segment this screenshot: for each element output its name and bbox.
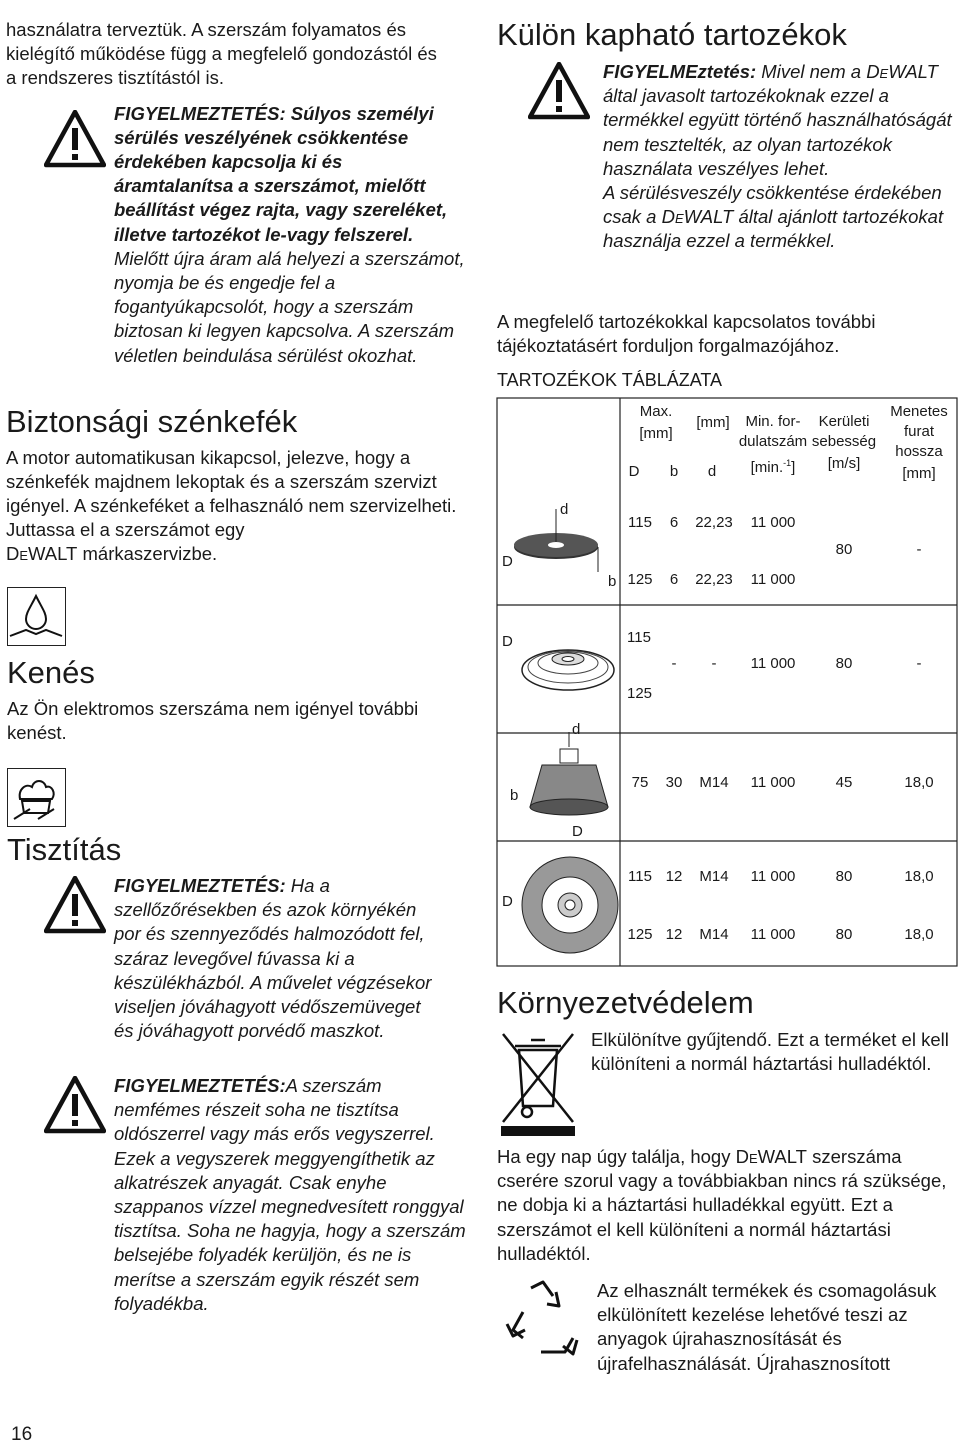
flap-disc-figure [522,650,614,690]
table-cell: 80 [835,868,853,885]
table-cell: M14 [699,926,729,943]
header-d: d [707,463,717,480]
warning-body-4b: által javasolt tartozékoknak ezzel a termékkel együtt történő használhatóságát nem tesztelték, az olyan tartozékok használata veszélyes lehet. [603,85,952,179]
header-minrpm-3: [min. [750,459,784,476]
fig-label: D [502,633,513,650]
accessories-title: Külön kapható tartozékok [497,17,847,52]
header-thread-2: furat [903,423,934,440]
fig-label: d [572,721,581,738]
header-minrpm-4: ] [791,459,796,476]
environment-text-2a: Ha egy nap úgy találja, hogy [497,1146,736,1167]
warning-label-1: FIGYELMEZTETÉS: Súlyos személyi sérülés veszélyének csökkentése érdekében kapcsolja ki és áramtalanítsa a szerszámot, mielőtt beállítást végez rajta, vagy szereléket, illetve tartozékot le-vagy felszerel. [114,102,448,245]
warning-text-2 [114,874,434,1043]
left-column [6,18,468,567]
warning-label-4: FIGYELMEztetés: [603,61,757,82]
fig-label: d [560,501,569,518]
table-cell: 22,23 [695,571,733,588]
table-cell: - [916,541,922,558]
table-cell: - [671,655,677,672]
table-cell: 45 [835,774,853,791]
table-cell: - [916,655,922,672]
table-cell: 75 [631,774,649,791]
header-minrpm-unit [736,454,810,477]
table-cell: 30 [665,774,683,791]
table-cell: 80 [835,541,853,558]
cup-brush-figure [530,732,608,815]
warning-triangle-icon [44,1076,106,1134]
warning-label-2: FIGYELMEZTETÉS: [114,875,286,896]
warning-text-3 [114,1074,469,1316]
warning-text-1 [114,102,466,368]
brake-brand: DeWALT [6,543,78,565]
table-cell: 125 [627,685,653,702]
warning-block-1 [6,102,468,402]
header-speed-3: [m/s] [827,455,861,472]
lubrication-title: Kenés [7,655,95,690]
header-thread-3: hossza [895,443,943,460]
table-cell: 12 [665,926,683,943]
warning-body-4c: A sérülésveszély csökkentése érdekében csak a [603,182,942,228]
table-cell: 125 [627,571,653,588]
cleaning-icon [7,768,66,827]
fig-label: D [502,553,513,570]
table-cell: 11 000 [750,926,796,943]
table-title: TARTOZÉKOK TÁBLÁZATA [497,370,723,390]
warning-body-4d: által ajánlott tartozékokat használja ezzel a termékkel. [603,206,944,252]
lubrication-icon [7,587,66,646]
environment-title: Környezetvédelem [497,985,754,1020]
table-cell: 80 [835,926,853,943]
table-cell: 18,0 [904,868,934,885]
lubrication-text: Az Ön elektromos szerszáma nem igényel további kenést. [7,698,419,744]
warning-label-3: FIGYELMEZTETÉS: [114,1075,286,1096]
cleaning-title: Tisztítás [7,832,122,867]
header-minrpm-1: Min. for- [745,413,801,430]
recycling-icon [501,1278,585,1360]
table-cell: 115 [628,868,652,885]
table-cell: 6 [669,571,679,588]
table-cell: 11 000 [750,571,796,588]
brand-name: DeWALT [661,206,734,228]
accessories-table [496,397,958,967]
environment-text-2 [497,1145,952,1266]
environment-text-3: Az elhasznált termékek és csomagolásuk elkülönített kezelése lehetővé teszi az anyagok újrahasznosítását és újrafelhasználását. Újrahasznosított [597,1280,937,1374]
header-minrpm-sup: -1 [783,458,792,468]
table-cell: 115 [628,514,652,531]
wire-wheel-figure [522,857,618,953]
header-thread-4: [mm] [902,465,936,482]
header-D: D [628,463,640,480]
warning-body-2: Ha a szellőzőrésekben és azok környékén por és szennyeződés halmozódott fel, száraz levegővel fúvassa ki a készülékházból. A művelet végzésekor viseljen jóváhagyott védőszemüveget és jóváhagyott porvédő maszkot. [114,875,432,1042]
header-b: b [669,463,679,480]
table-cell: 22,23 [695,514,733,531]
fig-label: b [608,573,617,590]
table-cell: 125 [627,926,653,943]
table-cell: 11 000 [750,514,796,531]
table-cell: 80 [835,655,853,672]
brand-name: DeWALT [735,1146,807,1167]
brake-text: A motor automatikusan kikapcsol, jelezve, hogy a szénkefék majdnem lekoptak és a szerszám szervizt igényel. A szénkeféket a felhasználó nem szervizelheti. Juttassa el a szerszámot egy [6,446,457,541]
table-cell: M14 [699,774,729,791]
table-cell: 12 [665,868,683,885]
table-cell: 115 [627,629,651,646]
brake-paragraph [6,446,461,567]
fig-label: b [510,787,519,804]
warning-body-1: Mielőtt újra áram alá helyezi a szerszámot, nyomja be és engedje fel a fogantyúkapcsolót, hogy a szerszám biztosan ki legyen kapcsolva. A szerszám véletlen beindulása sérülést okozhat. [114,247,465,366]
table-cell: 11 000 [750,774,796,791]
header-mm-2: [mm] [696,414,730,431]
warning-triangle-icon [528,62,590,120]
header-speed-2: sebesség [811,433,877,450]
warning-body-3: A szerszám nemfémes részeit soha ne tisztítsa oldószerrel vagy más erős vegyszerrel. Ezek a vegyszerek meggyengíthetik az alkatrészek anyagát. Csak enyhe szappanos vízzel megnedvesített ronggyal tisztítsa. Soha ne hagyja, hogy a szerszám belsejébe folyadék kerüljön, és ne is merítse a szerszám egyik részét sem folyadékba. [114,1075,466,1314]
header-thread-1: Menetes [890,403,948,420]
environment-text-2b: szerszáma cserére szorul vagy a továbbiakban nincs rá szüksége, ne dobja ki a háztartási hulladékkal együtt. Ezt a szerszámot el kell különíteni a normál háztartási hulladéktól. [497,1146,947,1264]
wheelie-bin-crossed-icon [497,1026,579,1138]
table-cell: 6 [669,514,679,531]
table-cell: 11 000 [750,868,796,885]
header-minrpm-2: dulatszám [738,433,808,450]
brake-title: Biztonsági szénkefék [6,403,298,439]
intro-paragraph: használatra terveztük. A szerszám folyamatos és kielégítő működése függ a megfelelő gondozástól és a rendszeres tisztítástól is. [6,19,437,89]
table-cell: - [711,655,717,672]
table-cell: 11 000 [750,655,796,672]
warning-text-4 [603,60,953,254]
page-number: 16 [11,1424,33,1445]
cutting-disc-figure [514,509,598,572]
environment-text-1: Elkülönítve gyűjtendő. Ezt a terméket el kell különíteni a normál háztartási hulladéktól. [591,1029,949,1075]
brand-name: DeWALT [866,61,938,82]
warning-triangle-icon [44,876,106,934]
fig-label: D [502,893,513,910]
table-cell: M14 [699,868,729,885]
header-mm: [mm] [639,425,673,442]
warning-body-4a: Mivel nem a [756,61,867,82]
dealer-text: A megfelelő tartozékokkal kapcsolatos további tájékoztatásért forduljon forgalmazójához. [497,311,876,357]
table-cell: 18,0 [904,926,934,943]
header-speed-1: Kerületi [818,413,870,430]
brake-end: márkaszervizbe. [77,543,218,565]
fig-label: D [572,823,583,840]
table-cell: 18,0 [904,774,934,791]
header-max: Max. [639,403,673,420]
warning-triangle-icon [44,110,106,168]
